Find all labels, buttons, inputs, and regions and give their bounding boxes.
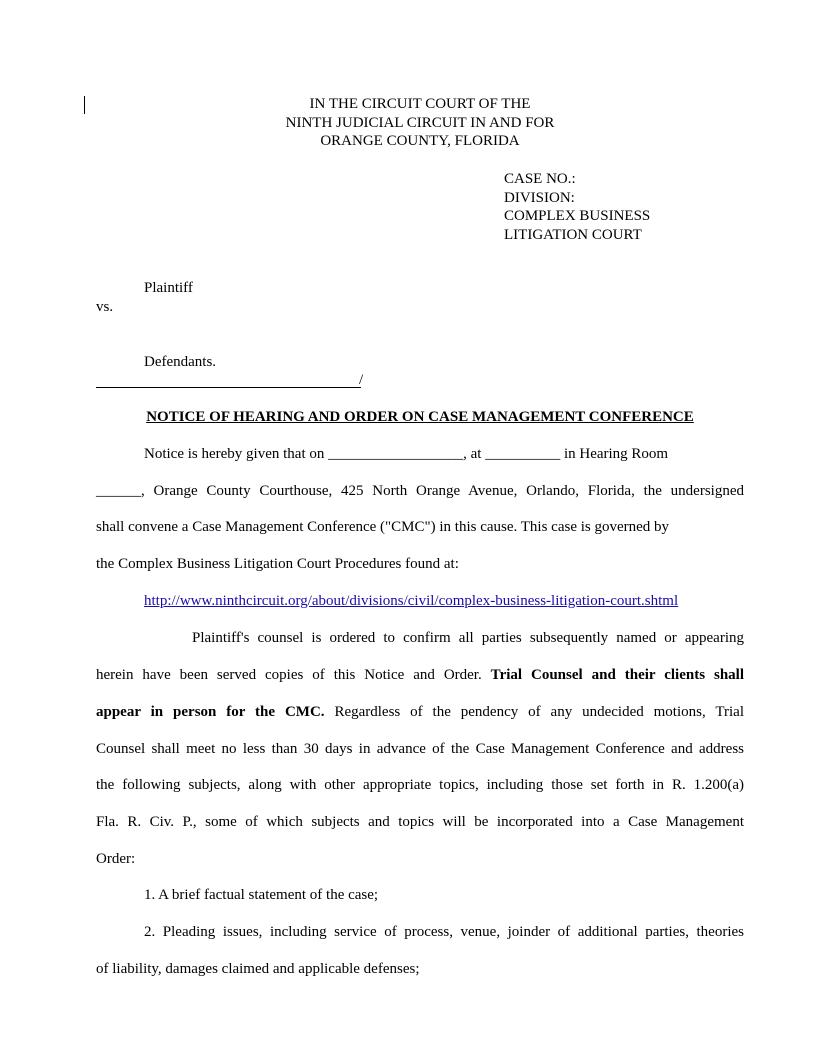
division-label: DIVISION: xyxy=(504,189,575,206)
procedures-link[interactable]: http://www.ninthcircuit.org/about/divisions/civil/complex-business-litigation-court.shtml xyxy=(144,593,679,609)
caption-signature-rule xyxy=(96,387,361,388)
caption-line-1: IN THE CIRCUIT COURT OF THE xyxy=(309,96,531,112)
text-cursor xyxy=(84,96,85,114)
list-item-1: 1. A brief factual statement of the case; xyxy=(144,887,379,903)
document-title: NOTICE OF HEARING AND ORDER ON CASE MANAGEMENT CONFERENCE xyxy=(146,409,694,425)
court-caption xyxy=(170,95,670,151)
order-line-5: the following subjects, along with other appropriate topics, including those set forth in R. 1.200(a) xyxy=(96,777,744,793)
case-info-block xyxy=(504,170,650,244)
order-line-2-text: herein have been served copies of this Notice and Order. xyxy=(96,667,482,683)
list-item-2-line-1: 2. Pleading issues, including service of process, venue, joinder of additional parties, theories xyxy=(144,924,744,940)
order-line-2-bold: Trial Counsel and their clients shall xyxy=(490,667,744,683)
plaintiff-label: Plaintiff xyxy=(144,280,193,296)
order-line-3-bold: appear in person for the CMC. xyxy=(96,704,325,720)
defendants-label: Defendants. xyxy=(144,354,217,370)
order-line-2 xyxy=(96,667,744,684)
caption-line-2: NINTH JUDICIAL CIRCUIT IN AND FOR xyxy=(285,114,555,131)
versus-label: vs. xyxy=(96,299,114,315)
order-line-3-text: Regardless of the pendency of any undecided motions, Trial xyxy=(334,704,744,720)
order-line-4: Counsel shall meet no less than 30 days in advance of the Case Management Conference and address xyxy=(96,741,744,757)
order-line-7: Order: xyxy=(96,851,136,867)
notice-line-1: Notice is hereby given that on __________________, at __________ in Hearing Room xyxy=(144,446,669,462)
court-name-line-2: LITIGATION COURT xyxy=(504,226,642,243)
notice-line-4: the Complex Business Litigation Court Procedures found at: xyxy=(96,556,459,572)
caption-rule-slash: / xyxy=(359,372,364,388)
list-item-2-line-2: of liability, damages claimed and applicable defenses; xyxy=(96,961,420,977)
court-name-line-1: COMPLEX BUSINESS xyxy=(504,208,651,224)
order-line-6: Fla. R. Civ. P., some of which subjects and topics will be incorporated into a Case Management xyxy=(96,814,744,830)
order-line-1: Plaintiff's counsel is ordered to confirm all parties subsequently named or appearing xyxy=(192,630,744,646)
caption-line-3: ORANGE COUNTY, FLORIDA xyxy=(320,133,520,149)
notice-line-2: ______, Orange County Courthouse, 425 North Orange Avenue, Orlando, Florida, the undersigned xyxy=(96,483,744,499)
case-number-label: CASE NO.: xyxy=(504,171,576,187)
order-line-3 xyxy=(96,704,744,721)
notice-line-3: shall convene a Case Management Conference ("CMC") in this cause. This case is governed by xyxy=(96,519,670,535)
